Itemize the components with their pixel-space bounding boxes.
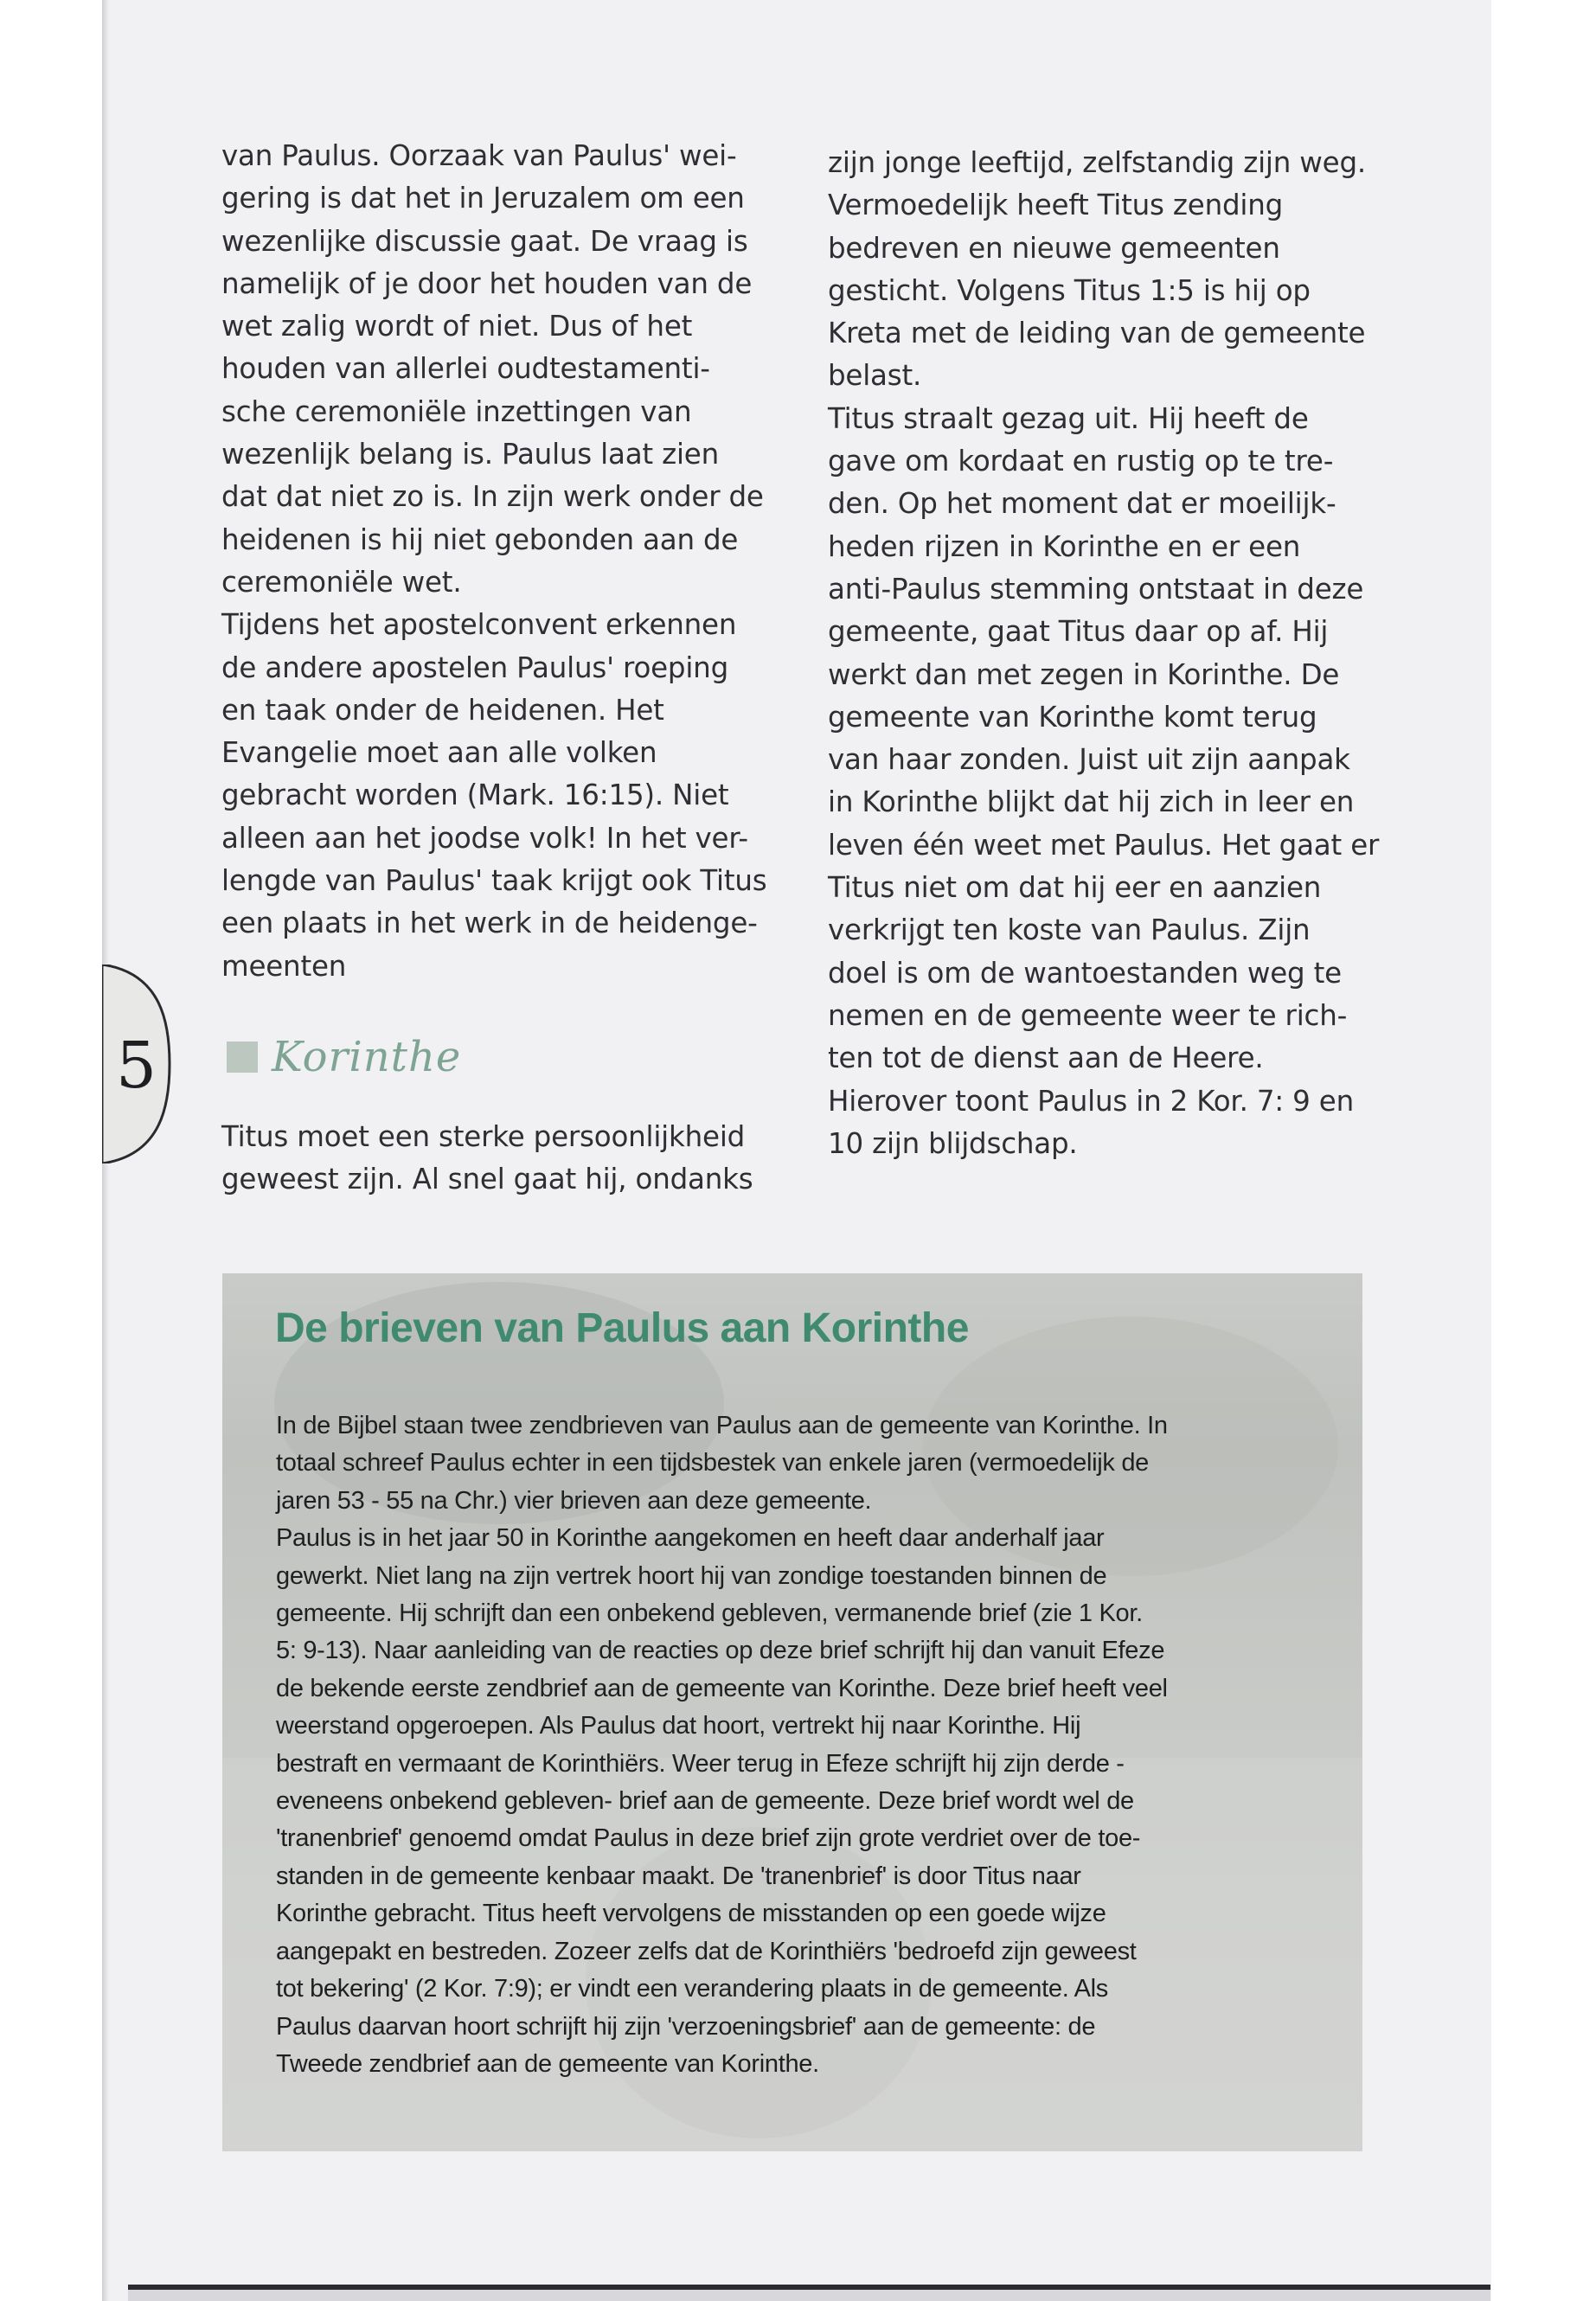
text-line: bedreven en nieuwe gemeenten: [828, 231, 1280, 265]
text-line: zijn jonge leeftijd, zelfstandig zijn weg.: [828, 146, 1367, 179]
heading-square-icon: [227, 1042, 258, 1073]
text-line: Vermoedelijk heeft Titus zending: [828, 189, 1284, 222]
text-line: Paulus daarvan hoort schrijft hij zijn 'verzoeningsbrief' aan de gemeente: de: [276, 2012, 1096, 2041]
text-line: 5: 9-13). Naar aanleiding van de reacties op deze brief schrijft hij dan vanuit Efeze: [276, 1637, 1165, 1665]
text-line: In de Bijbel staan twee zendbrieven van Paulus aan de gemeente van Korinthe. In: [276, 1412, 1168, 1439]
text-line: standen in de gemeente kenbaar maakt. De 'tranenbrief' is door Titus naar: [276, 1862, 1081, 1890]
text-line: den. Op het moment dat er moeilijk-: [828, 487, 1336, 521]
text-line: wezenlijk belang is. Paulus laat zien: [221, 438, 719, 471]
page-bottom-margin: [128, 2290, 1490, 2301]
text-line: weerstand opgeroepen. Als Paulus dat hoort, vertrekt hij naar Korinthe. Hij: [276, 1712, 1081, 1740]
text-line: Titus moet een sterke persoonlijkheid: [221, 1120, 746, 1153]
text-line: de bekende eerste zendbrief aan de gemeente van Korinthe. Deze brief heeft veel: [276, 1674, 1168, 1702]
text-line: gemeente, gaat Titus daar op af. Hij: [828, 615, 1329, 649]
text-line: alleen aan het joodse volk! In het ver-: [221, 821, 748, 855]
text-line: doel is om de wantoestanden weg te: [828, 956, 1342, 990]
text-line: eveneens onbekend gebleven- brief aan de gemeente. Deze brief wordt wel de: [276, 1787, 1134, 1816]
text-line: gesticht. Volgens Titus 1:5 is hij op: [828, 273, 1311, 307]
text-line: jaren 53 - 55 na Chr.) vier brieven aan deze gemeente.: [276, 1486, 872, 1515]
text-line: gering is dat het in Jeruzalem om een: [221, 182, 745, 215]
text-line: Hierover toont Paulus in 2 Kor. 7: 9 en: [828, 1084, 1354, 1118]
text-line: wezenlijke discussie gaat. De vraag is: [221, 224, 748, 258]
text-line: nemen en de gemeente weer te rich-: [828, 998, 1348, 1032]
text-line: bestraft en vermaant de Korinthiërs. Weer terug in Efeze schrijft hij zijn derde -: [276, 1749, 1125, 1778]
text-line: in Korinthe blijkt dat hij zich in leer en: [828, 785, 1355, 819]
left-column: [221, 135, 792, 988]
text-line: van haar zonden. Juist uit zijn aanpak: [828, 743, 1350, 777]
text-line: een plaats in het werk in de heidenge-: [221, 907, 758, 940]
text-line: Kreta met de leiding van de gemeente: [828, 317, 1366, 350]
text-line: werkt dan met zegen in Korinthe. De: [828, 657, 1340, 691]
section-heading: Korinthe: [272, 1033, 462, 1081]
text-line: gave om kordaat en rustig op te tre-: [828, 445, 1334, 478]
text-line: geweest zijn. Al snel gaat hij, ondanks: [221, 1163, 753, 1196]
info-box-body: [276, 1407, 1357, 2083]
text-line: Evangelie moet aan alle volken: [221, 736, 657, 770]
text-line: dat dat niet zo is. In zijn werk onder de: [221, 480, 764, 514]
text-line: lengde van Paulus' taak krijgt ook Titus: [221, 864, 767, 898]
text-line: Korinthe gebracht. Titus heeft vervolgens de misstanden op een goede wijze: [276, 1900, 1106, 1928]
text-line: meenten: [221, 949, 347, 983]
info-box-title: De brieven van Paulus aan Korinthe: [275, 1305, 969, 1351]
text-line: 'tranenbrief' genoemd omdat Paulus in deze brief zijn grote verdriet over de toe-: [276, 1824, 1141, 1853]
text-line: sche ceremoniële inzettingen van: [221, 394, 692, 428]
text-line: heidenen is hij niet gebonden aan de: [221, 522, 739, 556]
chapter-number: 5: [116, 1029, 157, 1103]
text-line: en taak onder de heidenen. Het: [221, 693, 664, 727]
text-line: tot bekering' (2 Kor. 7:9); er vindt een verandering plaats in de gemeente. Als: [276, 1975, 1108, 2003]
chapter-tab-marker: [102, 965, 171, 1163]
text-line: leven één weet met Paulus. Het gaat er: [828, 828, 1380, 862]
text-line: Tweede zendbrief aan de gemeente van Korinthe.: [276, 2049, 819, 2078]
text-line: houden van allerlei oudtestamenti-: [221, 352, 710, 386]
text-line: ten tot de dienst aan de Heere.: [828, 1042, 1264, 1075]
text-line: ceremoniële wet.: [221, 565, 462, 599]
text-line: heden rijzen in Korinthe en er een: [828, 529, 1301, 563]
text-line: Paulus is in het jaar 50 in Korinthe aangekomen en heeft daar anderhalf jaar: [276, 1524, 1105, 1553]
text-line: verkrijgt ten koste van Paulus. Zijn: [828, 913, 1311, 947]
text-line: gemeente. Hij schrijft dan een onbekend gebleven, vermanende brief (zie 1 Kor.: [276, 1599, 1143, 1628]
text-line: belast.: [828, 359, 922, 393]
text-line: Titus straalt gezag uit. Hij heeft de: [828, 401, 1309, 435]
text-line: Titus niet om dat hij eer en aanzien: [828, 871, 1322, 905]
section-heading-row: [227, 1031, 461, 1083]
right-column: [828, 142, 1399, 1165]
text-line: gebracht worden (Mark. 16:15). Niet: [221, 779, 729, 812]
text-line: de andere apostelen Paulus' roeping: [221, 651, 729, 684]
text-line: anti-Paulus stemming ontstaat in deze: [828, 572, 1364, 606]
text-line: gemeente van Korinthe komt terug: [828, 700, 1317, 734]
text-line: aangepakt en bestreden. Zozeer zelfs dat de Korinthiërs 'bedroefd zijn geweest: [276, 1937, 1137, 1965]
text-line: gewerkt. Niet lang na zijn vertrek hoort hij van zondige toestanden binnen de: [276, 1561, 1107, 1590]
text-line: totaal schreef Paulus echter in een tijdsbestek van enkele jaren (vermoedelijk de: [276, 1449, 1150, 1477]
left-column-continued: [221, 1116, 792, 1202]
text-line: van Paulus. Oorzaak van Paulus' wei-: [221, 139, 737, 172]
text-line: 10 zijn blijdschap.: [828, 1126, 1078, 1160]
text-line: wet zalig wordt of niet. Dus of het: [221, 310, 693, 343]
text-line: namelijk of je door het houden van de: [221, 266, 753, 300]
text-line: Tijdens het apostelconvent erkennen: [221, 608, 737, 642]
